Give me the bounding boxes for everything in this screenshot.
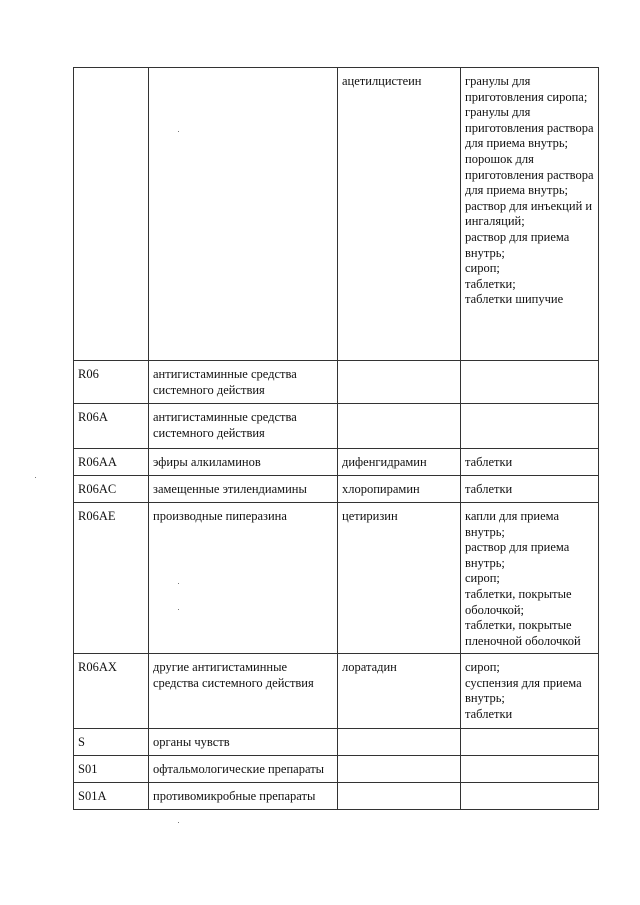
table-row xyxy=(74,404,599,449)
dosage-form: таблетки, покрытые пленочной оболочкой xyxy=(465,618,581,648)
atc-code-cell: S01 xyxy=(74,756,149,783)
substance-cell xyxy=(338,756,461,783)
substance-cell: лоратадин xyxy=(338,654,461,729)
group-name-cell: эфиры алкиламинов xyxy=(149,449,338,476)
atc-code-cell: R06AX xyxy=(74,654,149,729)
dosage-form: гранулы для приготовления раствора для приема внутрь; xyxy=(465,105,594,151)
group-name-cell: противомикробные препараты xyxy=(149,783,338,810)
atc-code-cell: R06 xyxy=(74,361,149,404)
dosage-form: гранулы для приготовления сиропа; xyxy=(465,74,588,104)
scan-speck xyxy=(178,822,179,823)
scan-speck xyxy=(178,609,179,610)
dosage-form: раствор для приема внутрь; xyxy=(465,229,570,260)
dosage-form: сироп; xyxy=(465,660,500,674)
atc-code-cell: R06A xyxy=(74,404,149,449)
group-name-cell: офтальмологические препараты xyxy=(149,756,338,783)
dosage-forms-cell xyxy=(461,476,599,503)
substance-cell: ацетилцистеин xyxy=(338,68,461,361)
group-name-cell: антигистаминные средства системного действия xyxy=(149,361,338,404)
dosage-forms-cell xyxy=(461,729,599,756)
dosage-forms-cell xyxy=(461,756,599,783)
substance-cell xyxy=(338,729,461,756)
atc-code-cell: S01A xyxy=(74,783,149,810)
dosage-form: сироп; xyxy=(465,261,500,276)
atc-code-cell: R06AC xyxy=(74,476,149,503)
dosage-forms-cell xyxy=(461,68,599,361)
dosage-forms-cell xyxy=(461,503,599,654)
dosage-forms-cell xyxy=(461,361,599,404)
group-name-cell: другие антигистаминные средства системного действия xyxy=(149,654,338,729)
substance-cell xyxy=(338,361,461,404)
table-row xyxy=(74,654,599,729)
table-row xyxy=(74,449,599,476)
substance-cell: дифенгидрамин xyxy=(338,449,461,476)
table-row xyxy=(74,68,599,361)
dosage-form: таблетки xyxy=(465,482,513,496)
group-name-cell: органы чувств xyxy=(149,729,338,756)
dosage-form: раствор для приема внутрь; xyxy=(465,540,570,570)
scan-speck xyxy=(35,477,36,478)
group-name-cell: производные пиперазина xyxy=(149,503,338,654)
substance-cell xyxy=(338,783,461,810)
table-row xyxy=(74,361,599,404)
dosage-form: капли для приема внутрь; xyxy=(465,509,560,539)
atc-code-cell xyxy=(74,68,149,361)
dosage-form: порошок для приготовления раствора для приема внутрь; xyxy=(465,151,594,198)
group-name-cell xyxy=(149,68,338,361)
dosage-form: таблетки шипучие xyxy=(465,292,564,307)
table-row xyxy=(74,756,599,783)
group-name-cell: замещенные этилендиамины xyxy=(149,476,338,503)
dosage-form: раствор для инъекций и ингаляций; xyxy=(465,198,593,229)
scan-speck xyxy=(178,583,179,584)
substance-cell: цетиризин xyxy=(338,503,461,654)
dosage-form: таблетки xyxy=(465,706,513,721)
table-row xyxy=(74,476,599,503)
group-name-cell: антигистаминные средства системного действия xyxy=(149,404,338,449)
dosage-form: таблетки, покрытые оболочкой; xyxy=(465,586,572,617)
substance-cell xyxy=(338,404,461,449)
dosage-forms-cell xyxy=(461,783,599,810)
substance-cell: хлоропирамин xyxy=(338,476,461,503)
dosage-forms-cell xyxy=(461,404,599,449)
dosage-form: сироп; xyxy=(465,571,500,586)
dosage-forms-cell xyxy=(461,654,599,729)
dosage-form: таблетки xyxy=(465,455,513,469)
atc-code-cell: R06AE xyxy=(74,503,149,654)
table-row xyxy=(74,503,599,654)
dosage-forms-cell xyxy=(461,449,599,476)
table-row xyxy=(74,729,599,756)
dosage-form: таблетки; xyxy=(465,276,516,291)
atc-code-cell: R06AA xyxy=(74,449,149,476)
table-row xyxy=(74,783,599,810)
medication-table xyxy=(73,67,599,810)
atc-code-cell: S xyxy=(74,729,149,756)
dosage-form: суспензия для приема внутрь; xyxy=(465,675,582,706)
scan-speck xyxy=(178,131,179,132)
